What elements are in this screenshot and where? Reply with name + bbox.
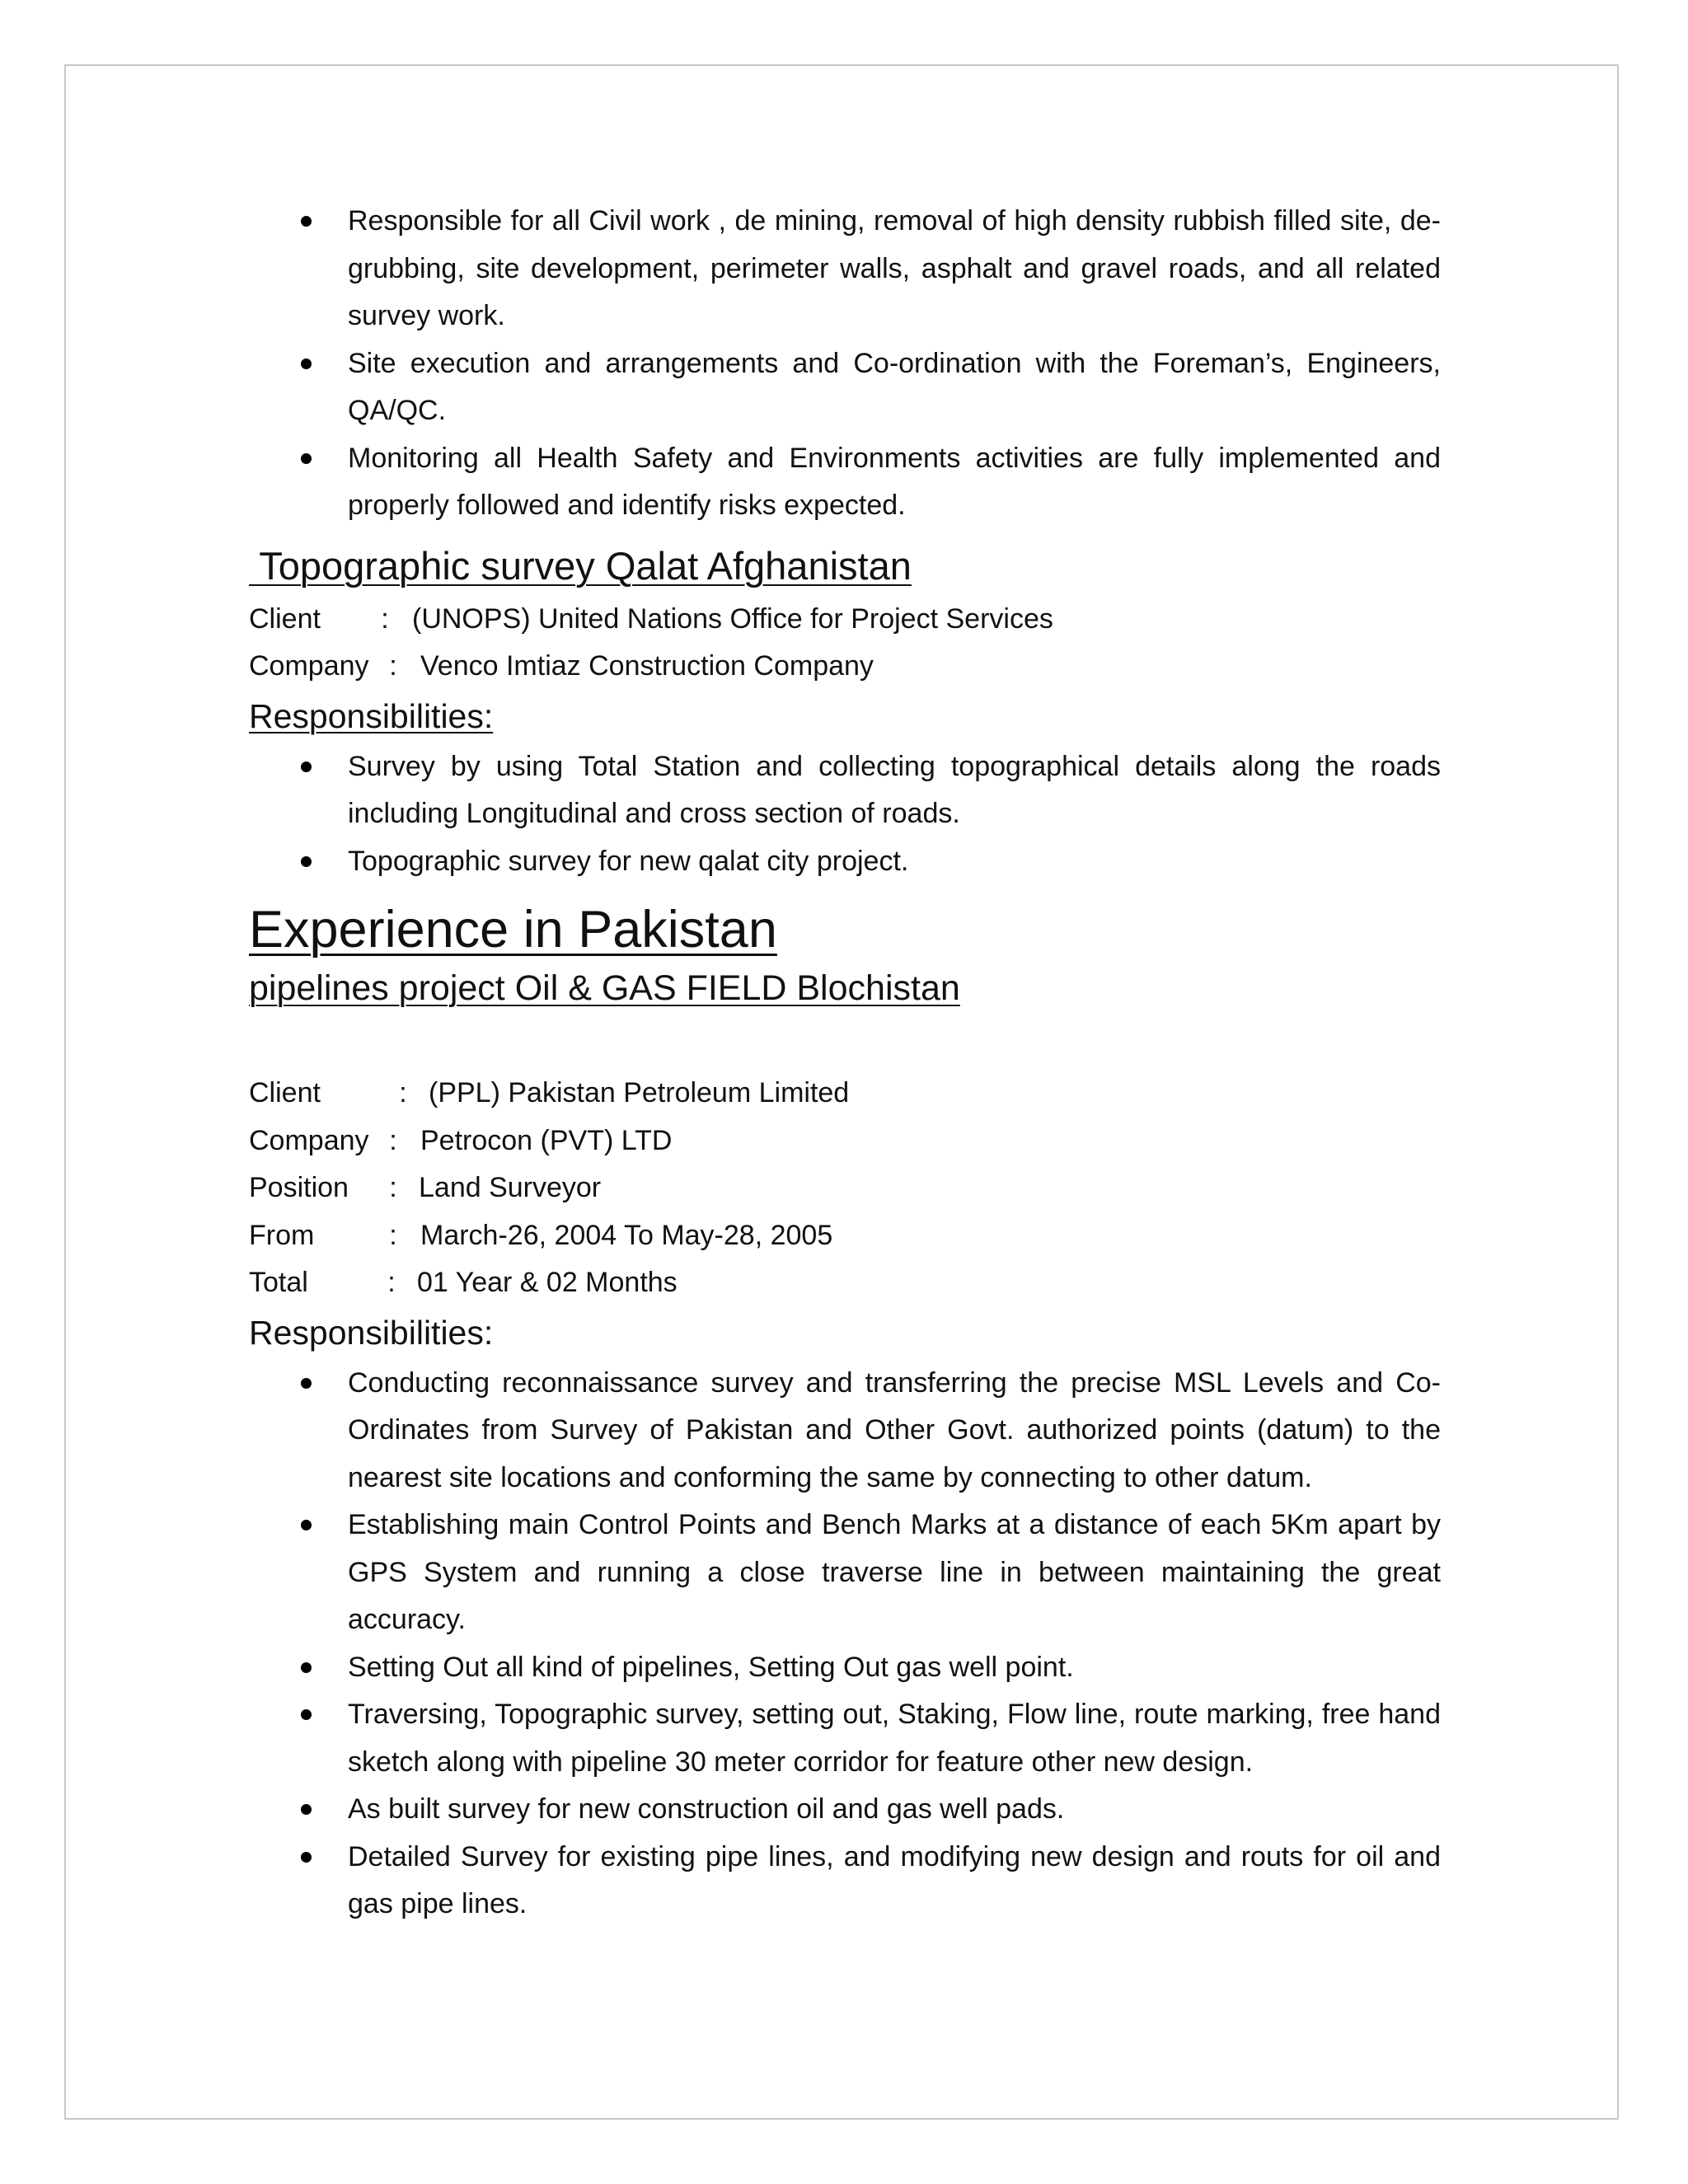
- pakistan-project-title: pipelines project Oil & GAS FIELD Blochistan: [249, 968, 960, 1008]
- separator: :: [399, 1077, 407, 1108]
- position-label: Position: [249, 1172, 349, 1203]
- pakistan-total-row: [249, 1259, 1441, 1307]
- separator: :: [387, 1267, 396, 1298]
- top-bullet-list: [249, 198, 1441, 530]
- company-value: Petrocon (PVT) LTD: [420, 1124, 673, 1156]
- afghan-responsibilities-heading: Responsibilities:: [249, 696, 494, 735]
- client-label: Client: [249, 1077, 321, 1108]
- afghan-client-row: [249, 596, 1441, 644]
- pakistan-company-row: [249, 1118, 1441, 1165]
- separator: :: [381, 602, 389, 635]
- separator: :: [389, 1172, 397, 1203]
- total-label: Total: [249, 1267, 308, 1298]
- pakistan-client-row: [249, 1070, 1441, 1118]
- pakistan-responsibilities-heading: Responsibilities:: [249, 1313, 494, 1352]
- separator: :: [389, 1124, 397, 1156]
- pakistan-from-row: [249, 1212, 1441, 1260]
- company-label: Company: [249, 1124, 369, 1156]
- position-value: Land Surveyor: [419, 1172, 602, 1203]
- client-label: Client: [249, 602, 321, 635]
- separator: :: [389, 650, 397, 682]
- list-item: Traversing, Topographic survey, setting out, Staking, Flow line, route marking, free hand sketch along with pipeline 30 meter corridor for feature other new design.: [348, 1691, 1441, 1786]
- afghan-company-row: [249, 643, 1441, 691]
- list-item: Detailed Survey for existing pipe lines, and modifying new design and routs for oil and gas pipe lines.: [348, 1834, 1441, 1929]
- from-label: From: [249, 1219, 315, 1251]
- afghan-bullet-list: [249, 743, 1441, 886]
- list-item: Monitoring all Health Safety and Environments activities are fully implemented and properly followed and identify risks expected.: [348, 435, 1441, 530]
- list-item: Establishing main Control Points and Bench Marks at a distance of each 5Km apart by GPS System and running a close traverse line in between maintaining the great accuracy.: [348, 1502, 1441, 1644]
- total-value: 01 Year & 02 Months: [417, 1267, 678, 1298]
- client-value: (PPL) Pakistan Petroleum Limited: [429, 1077, 850, 1108]
- list-item: Conducting reconnaissance survey and transferring the precise MSL Levels and Co-Ordinates from Survey of Pakistan and Other Govt. authorized points (datum) to the nearest site locations and conforming the same by connecting to other datum.: [348, 1360, 1441, 1502]
- list-item: Responsible for all Civil work , de mining, removal of high density rubbish filled site, de-grubbing, site development, perimeter walls, asphalt and gravel roads, and all related survey work.: [348, 198, 1441, 340]
- list-item: Topographic survey for new qalat city project.: [348, 838, 1441, 886]
- company-value: Venco Imtiaz Construction Company: [420, 650, 874, 682]
- company-label: Company: [249, 650, 369, 682]
- pakistan-section-title: Experience in Pakistan: [249, 901, 777, 958]
- client-value: (UNOPS) United Nations Office for Project Services: [412, 602, 1053, 635]
- pakistan-bullet-list: [249, 1360, 1441, 1929]
- list-item: As built survey for new construction oil and gas well pads.: [348, 1786, 1441, 1834]
- list-item: Setting Out all kind of pipelines, Setting Out gas well point.: [348, 1644, 1441, 1692]
- separator: :: [389, 1219, 397, 1251]
- document-content: [249, 198, 1441, 1929]
- list-item: Site execution and arrangements and Co-ordination with the Foreman’s, Engineers, QA/QC.: [348, 340, 1441, 435]
- afghan-project-title: Topographic survey Qalat Afghanistan: [249, 543, 912, 588]
- pakistan-position-row: [249, 1165, 1441, 1212]
- list-item: Survey by using Total Station and collecting topographical details along the roads including Longitudinal and cross section of roads.: [348, 743, 1441, 838]
- from-value: March-26, 2004 To May-28, 2005: [420, 1219, 833, 1251]
